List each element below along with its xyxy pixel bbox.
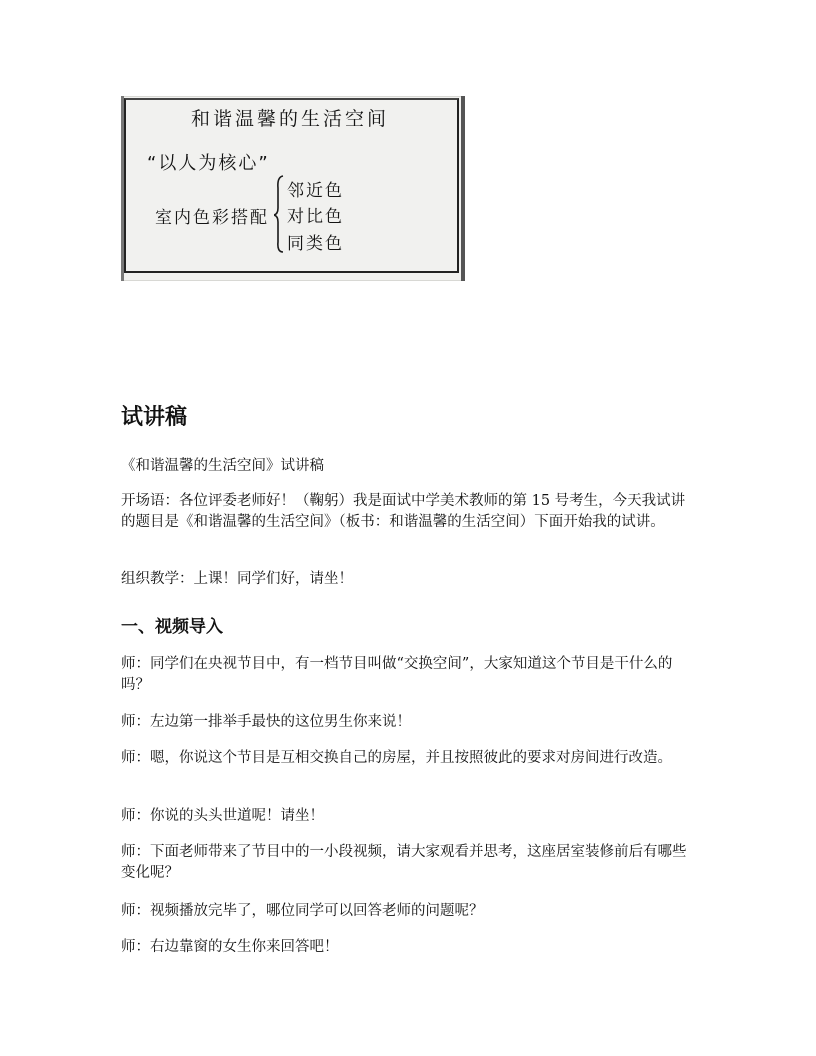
photo-edge-right [461,96,465,281]
section-heading-video-intro: 一、视频导入 [121,617,223,637]
board-quote: “以人为核心” [147,153,270,174]
board-item-similar-color: 同类色 [287,234,344,254]
brace-icon [274,174,284,254]
lecture-subtitle: 《和谐温馨的生活空间》试讲稿 [121,458,324,474]
board-title: 和谐温馨的生活空间 [191,108,390,130]
dialogue-line: 师：左边第一排举手最快的这位男生你来说！ [121,714,411,730]
dialogue-line: 师：视频播放完毕了，哪位同学可以回答老师的问题呢？ [121,903,484,919]
dialogue-line: 师：右边靠窗的女生你来回答吧！ [121,939,339,955]
document-title: 试讲稿 [121,405,188,430]
board-item-adjacent-color: 邻近色 [287,181,344,201]
opening-paragraph: 开场语：各位评委老师好！（鞠躬）我是面试中学美术教师的第 15 号考生，今天我试讲的题目是《和谐温馨的生活空间》（板书：和谐温馨的生活空间）下面开始我的试讲。 [121,493,686,530]
organize-paragraph: 组织教学：上课！同学们好，请坐！ [121,571,353,587]
board-item-contrast-color: 对比色 [287,207,344,227]
dialogue-line: 师：下面老师带来了节目中的一小段视频，请大家观看并思考，这座居室装修前后有哪些变化呢？ [121,844,687,881]
dialogue-line: 师：你说的头头世道呢！请坐！ [121,808,324,824]
dialogue-line: 师：同学们在央视节目中，有一档节目叫做“交换空间”，大家知道这个节目是干什么的吗？ [121,656,673,693]
blackboard-photo [121,96,465,281]
dialogue-line: 师：嗯，你说这个节目是互相交换自己的房屋，并且按照彼此的要求对房间进行改造。 [121,750,672,766]
board-topic: 室内色彩搭配 [155,208,269,228]
